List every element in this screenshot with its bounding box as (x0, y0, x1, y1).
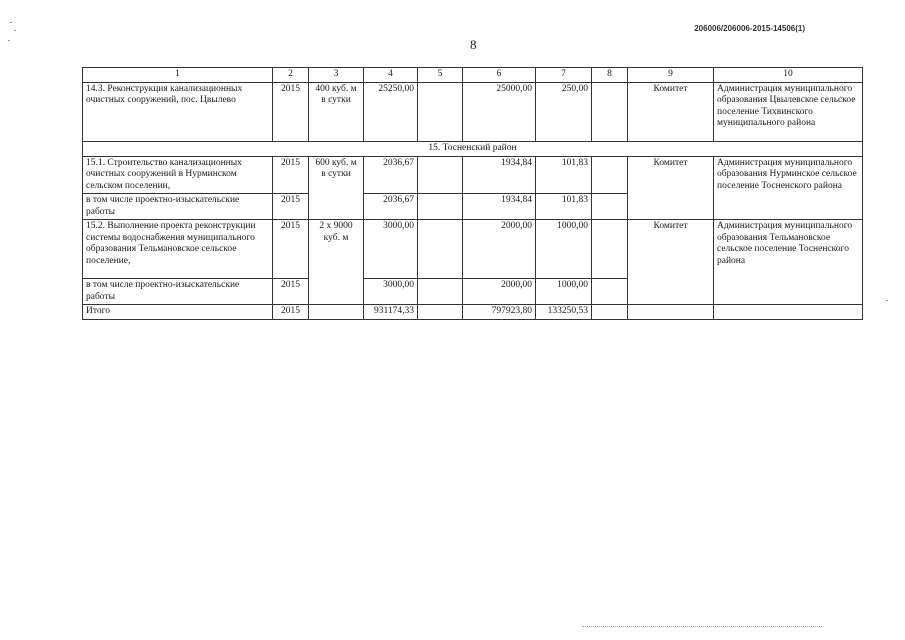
item-value-c6: 1934,84 (463, 156, 536, 194)
item-name: в том числе проектно-изыскательские работы (83, 279, 273, 305)
column-header: 1 (83, 68, 273, 83)
column-header: 8 (592, 68, 628, 83)
item-value-c8 (592, 279, 628, 305)
item-value-c7: 1000,00 (536, 279, 592, 305)
item-value-c6: 2000,00 (463, 220, 536, 279)
item-value-c7: 101,83 (536, 156, 592, 194)
item-year: 2015 (273, 156, 309, 194)
column-header: 7 (536, 68, 592, 83)
total-value-c7: 133250,53 (536, 305, 592, 320)
total-value-c6: 797923,80 (463, 305, 536, 320)
total-year: 2015 (273, 305, 309, 320)
table-row (83, 82, 863, 141)
total-row (83, 305, 863, 320)
item-name: в том числе проектно-изыскательские работы (83, 194, 273, 220)
column-header: 3 (309, 68, 364, 83)
total-capacity (309, 305, 364, 320)
region-header-row (83, 141, 863, 156)
page-number: 8 (470, 37, 477, 52)
item-value-c8 (592, 82, 628, 141)
column-header: 4 (364, 68, 418, 83)
document-id: 206006/206006-2015-14506(1) (694, 24, 805, 33)
total-value-c8 (592, 305, 628, 320)
item-name: 14.3. Реконструкция канализационных очистных сооружений, пос. Цвылево (83, 82, 273, 141)
item-value-c6: 2000,00 (463, 279, 536, 305)
item-value-c5 (418, 220, 463, 279)
item-capacity: 2 х 9000 куб. м (309, 220, 364, 305)
scan-speck (10, 22, 12, 23)
item-value-c8 (592, 194, 628, 220)
total-recipient (714, 305, 863, 320)
program-table (82, 67, 863, 320)
scan-speck (8, 40, 10, 41)
item-year: 2015 (273, 220, 309, 279)
column-header: 6 (463, 68, 536, 83)
item-value-c7: 250,00 (536, 82, 592, 141)
column-header: 9 (628, 68, 714, 83)
item-name: 15.2. Выполнение проекта реконструкции системы водоснабжения муниципального образования Тельмановское сельское поселение, (83, 220, 273, 279)
total-value-c5 (418, 305, 463, 320)
item-capacity: 400 куб. м в сутки (309, 82, 364, 141)
total-executor (628, 305, 714, 320)
item-value-c5 (418, 279, 463, 305)
item-year: 2015 (273, 82, 309, 141)
scan-speck (886, 300, 888, 301)
scan-line (582, 626, 822, 627)
item-value-c5 (418, 156, 463, 194)
item-value-c4: 3000,00 (364, 220, 418, 279)
item-executor: Комитет (628, 220, 714, 305)
item-capacity: 600 куб. м в сутки (309, 156, 364, 220)
total-label: Итого (83, 305, 273, 320)
item-value-c7: 101,83 (536, 194, 592, 220)
region-title: 15. Тосненский район (83, 141, 863, 156)
item-executor: Комитет (628, 156, 714, 220)
item-recipient: Администрация муниципального образования Цвылевское сельское поселение Тихвинского муниципального района (714, 82, 863, 141)
column-number-row (83, 68, 863, 83)
item-executor: Комитет (628, 82, 714, 141)
scan-speck (14, 30, 16, 31)
item-value-c4: 2036,67 (364, 156, 418, 194)
item-value-c7: 1000,00 (536, 220, 592, 279)
column-header: 2 (273, 68, 309, 83)
item-recipient: Администрация муниципального образования Тельмановское сельское поселение Тосненского района (714, 220, 863, 305)
table-row (83, 220, 863, 279)
item-value-c4: 3000,00 (364, 279, 418, 305)
column-header: 5 (418, 68, 463, 83)
item-value-c6: 1934,84 (463, 194, 536, 220)
item-value-c4: 2036,67 (364, 194, 418, 220)
item-recipient: Администрация муниципального образования Нурминское сельское поселение Тосненского района (714, 156, 863, 220)
item-value-c5 (418, 82, 463, 141)
table-row (83, 156, 863, 194)
column-header: 10 (714, 68, 863, 83)
item-name: 15.1. Строительство канализационных очистных сооружений в Нурминском сельском поселении, (83, 156, 273, 194)
item-value-c8 (592, 220, 628, 279)
item-value-c4: 25250,00 (364, 82, 418, 141)
item-value-c6: 25000,00 (463, 82, 536, 141)
total-value-c4: 931174,33 (364, 305, 418, 320)
item-value-c8 (592, 156, 628, 194)
item-year: 2015 (273, 194, 309, 220)
item-value-c5 (418, 194, 463, 220)
item-year: 2015 (273, 279, 309, 305)
